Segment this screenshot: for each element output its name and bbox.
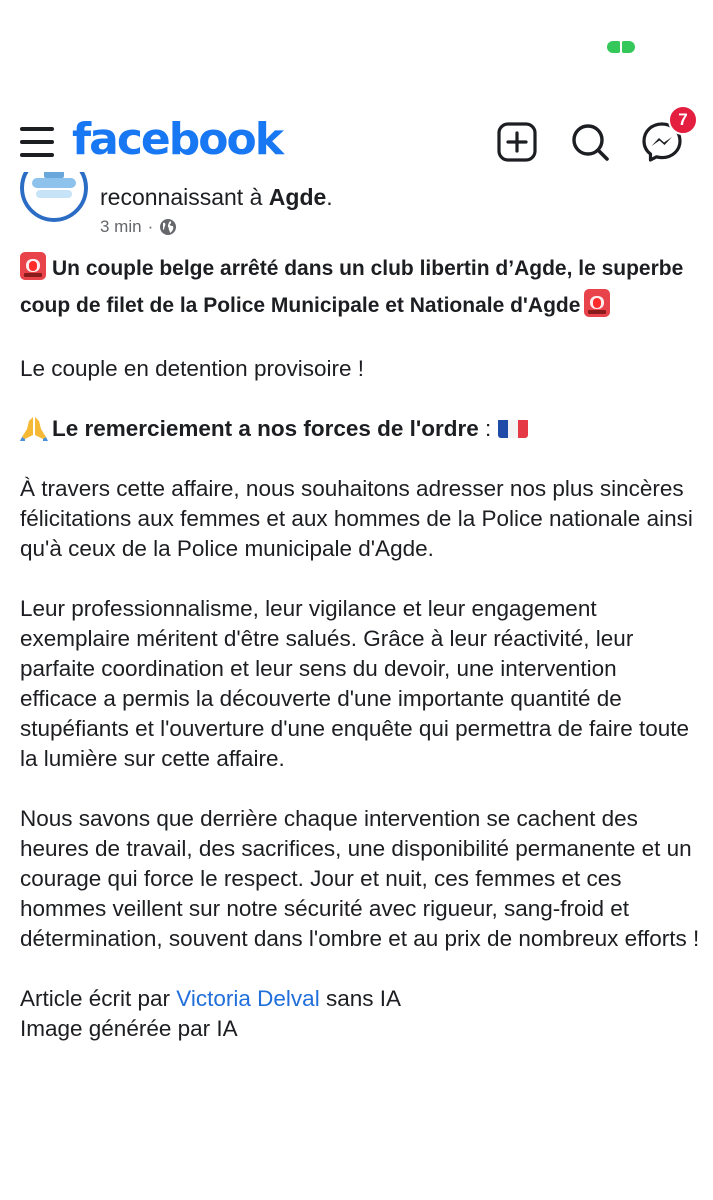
paragraph-professionalism: Leur professionnalisme, leur vigilance et leur engagement exemplaire méritent d'être salués. Grâce à leur réactivité, leur parfaite coordination et leur sens du devoir, une intervention efficace a permis la découverte d'une importante quantité de stupéfiants et l'ouverture d'une enquête qui permettra de faire toute la lumière sur cette affaire. bbox=[20, 596, 690, 771]
messenger-badge: 7 bbox=[668, 105, 698, 135]
author-credit bbox=[20, 984, 700, 1014]
headline-text: Un couple belge arrêté dans un club libertin d’Agde, le superbe coup de filet de la Police Municipale et Nationale d'Agde bbox=[20, 257, 684, 317]
praying-hands-icon bbox=[20, 415, 48, 441]
globe-icon bbox=[159, 218, 177, 236]
paragraph-dedication: Nous savons que derrière chaque intervention se cachent des heures de travail, des sacrifices, une disponibilité permanente et un courage qui force le respect. Jour et nuit, ces femmes et ces hommes veillent sur notre sécurité avec rigueur, sang-froid et détermination, souvent dans l'ombre et au prix de nombreux efforts ! bbox=[20, 806, 700, 951]
post-meta bbox=[100, 217, 177, 237]
separator-dot: · bbox=[147, 217, 154, 236]
image-credit: Image générée par IA bbox=[20, 1016, 238, 1041]
create-post-button[interactable] bbox=[495, 120, 539, 164]
post-headline bbox=[20, 250, 700, 324]
plus-square-icon bbox=[495, 120, 539, 164]
author-suffix: sans IA bbox=[319, 986, 401, 1011]
post-title-text: reconnaissant à bbox=[100, 184, 269, 210]
thanks-colon: : bbox=[478, 416, 498, 441]
status-indicator bbox=[600, 38, 642, 56]
post-title-punct: . bbox=[326, 184, 333, 210]
french-flag-icon bbox=[498, 418, 528, 438]
facebook-logo[interactable]: facebook bbox=[72, 114, 282, 165]
author-link[interactable]: Victoria Delval bbox=[176, 986, 320, 1011]
top-navigation-bar bbox=[0, 100, 713, 182]
author-prefix: Article écrit par bbox=[20, 986, 177, 1011]
post-title bbox=[100, 184, 333, 211]
thanks-heading: Le remerciement a nos forces de l'ordre bbox=[52, 416, 479, 441]
paragraph-congratulations: À travers cette affaire, nous souhaitons adresser nos plus sincères félicitations aux femmes et aux hommes de la Police nationale ainsi qu'à ceux de la Police municipale d'Agde. bbox=[20, 476, 693, 561]
page-avatar[interactable] bbox=[20, 172, 88, 222]
post-header bbox=[0, 182, 713, 242]
police-light-icon bbox=[584, 289, 610, 317]
paragraph-detention: Le couple en detention provisoire ! bbox=[20, 356, 364, 381]
police-light-icon bbox=[20, 252, 46, 280]
post-timestamp[interactable]: 3 min bbox=[100, 217, 142, 236]
place-link[interactable]: Agde bbox=[268, 184, 327, 210]
menu-icon[interactable] bbox=[20, 127, 54, 157]
search-icon bbox=[568, 120, 612, 164]
paragraph-thanks bbox=[20, 414, 700, 444]
search-button[interactable] bbox=[568, 120, 612, 164]
post-body bbox=[20, 250, 700, 1044]
